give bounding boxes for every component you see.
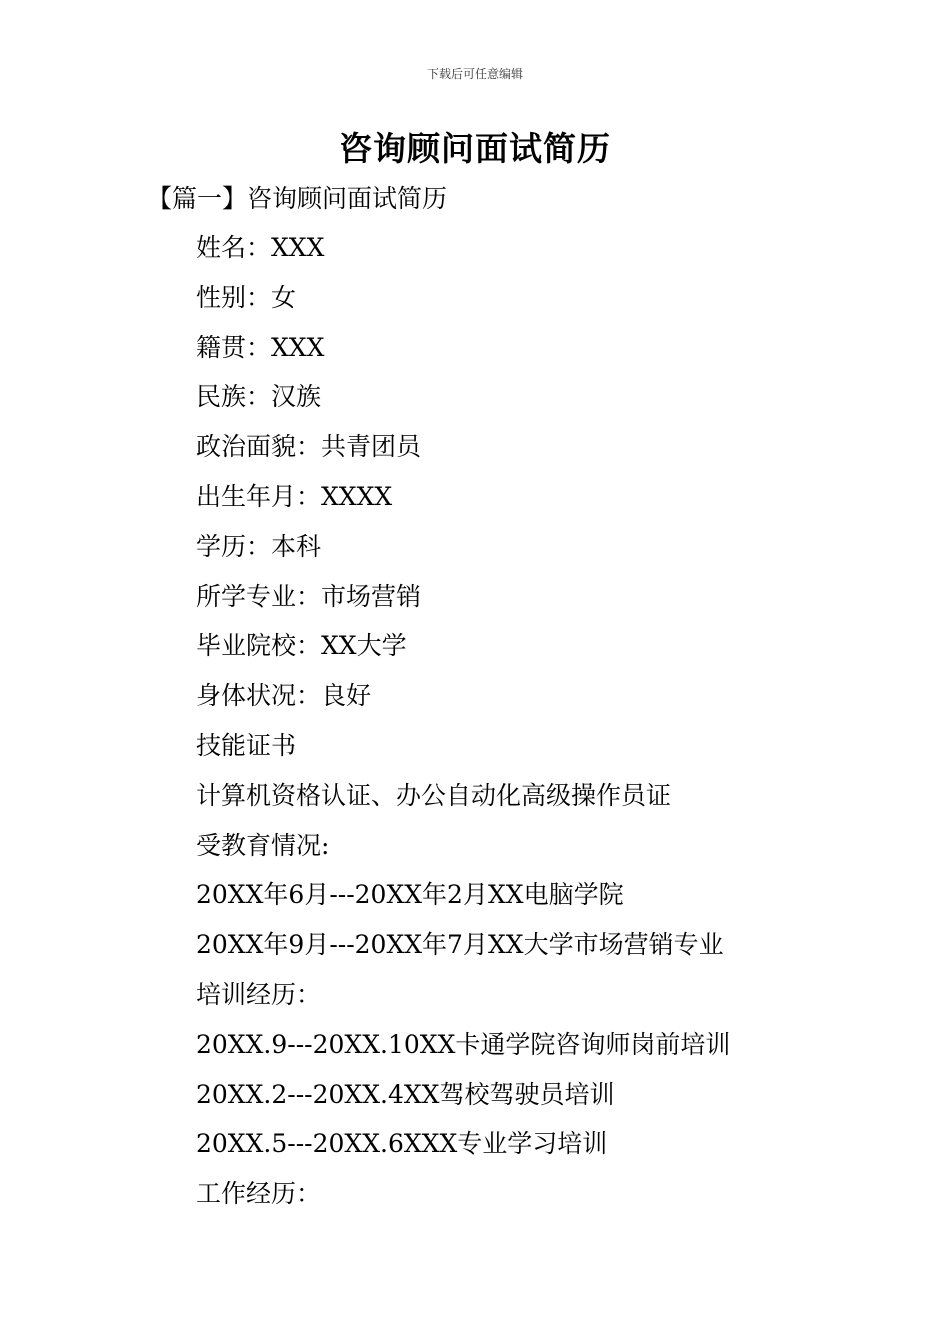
- resume-line-education-heading: 受教育情况:: [196, 830, 330, 860]
- resume-line-training-heading: 培训经历：: [196, 979, 322, 1009]
- resume-body: [196, 231, 896, 1227]
- resume-line-education-2: 20XX年9月---20XX年7月XX大学市场营销专业: [196, 930, 724, 960]
- resume-line-work-heading: 工作经历：: [196, 1179, 322, 1209]
- resume-line-certificates: 计算机资格认证、办公自动化高级操作员证: [196, 780, 672, 810]
- resume-line-education-1: 20XX年6月---20XX年2月XX电脑学院: [196, 880, 624, 910]
- document-title: 咨询顾问面试简历: [339, 129, 611, 168]
- resume-line-major: 所学专业：市场营销: [196, 581, 422, 611]
- resume-line-training-3: 20XX.5---20XX.6XXX专业学习培训: [196, 1129, 608, 1159]
- resume-line-school: 毕业院校：XX大学: [196, 631, 407, 661]
- resume-line-education-level: 学历：本科: [196, 531, 322, 561]
- resume-line-birth-date: 出生年月：XXXX: [196, 481, 393, 511]
- resume-line-ethnicity: 民族：汉族: [196, 382, 322, 412]
- resume-line-health: 身体状况：良好: [196, 681, 372, 711]
- resume-line-hometown: 籍贯：XXX: [196, 332, 325, 362]
- resume-line-name: 姓名：XXX: [196, 233, 325, 262]
- section-heading: 【篇一】咨询顾问面试简历: [147, 184, 448, 213]
- resume-line-skills-heading: 技能证书: [196, 730, 297, 760]
- resume-line-training-1: 20XX.9---20XX.10XX卡通学院咨询师岗前培训: [196, 1029, 731, 1059]
- page-header-note: 下载后可任意编辑: [426, 67, 523, 81]
- resume-line-training-2: 20XX.2---20XX.4XX驾校驾驶员培训: [196, 1079, 615, 1109]
- resume-line-gender: 性别：女: [196, 282, 297, 312]
- resume-line-political-status: 政治面貌：共青团员: [196, 432, 422, 462]
